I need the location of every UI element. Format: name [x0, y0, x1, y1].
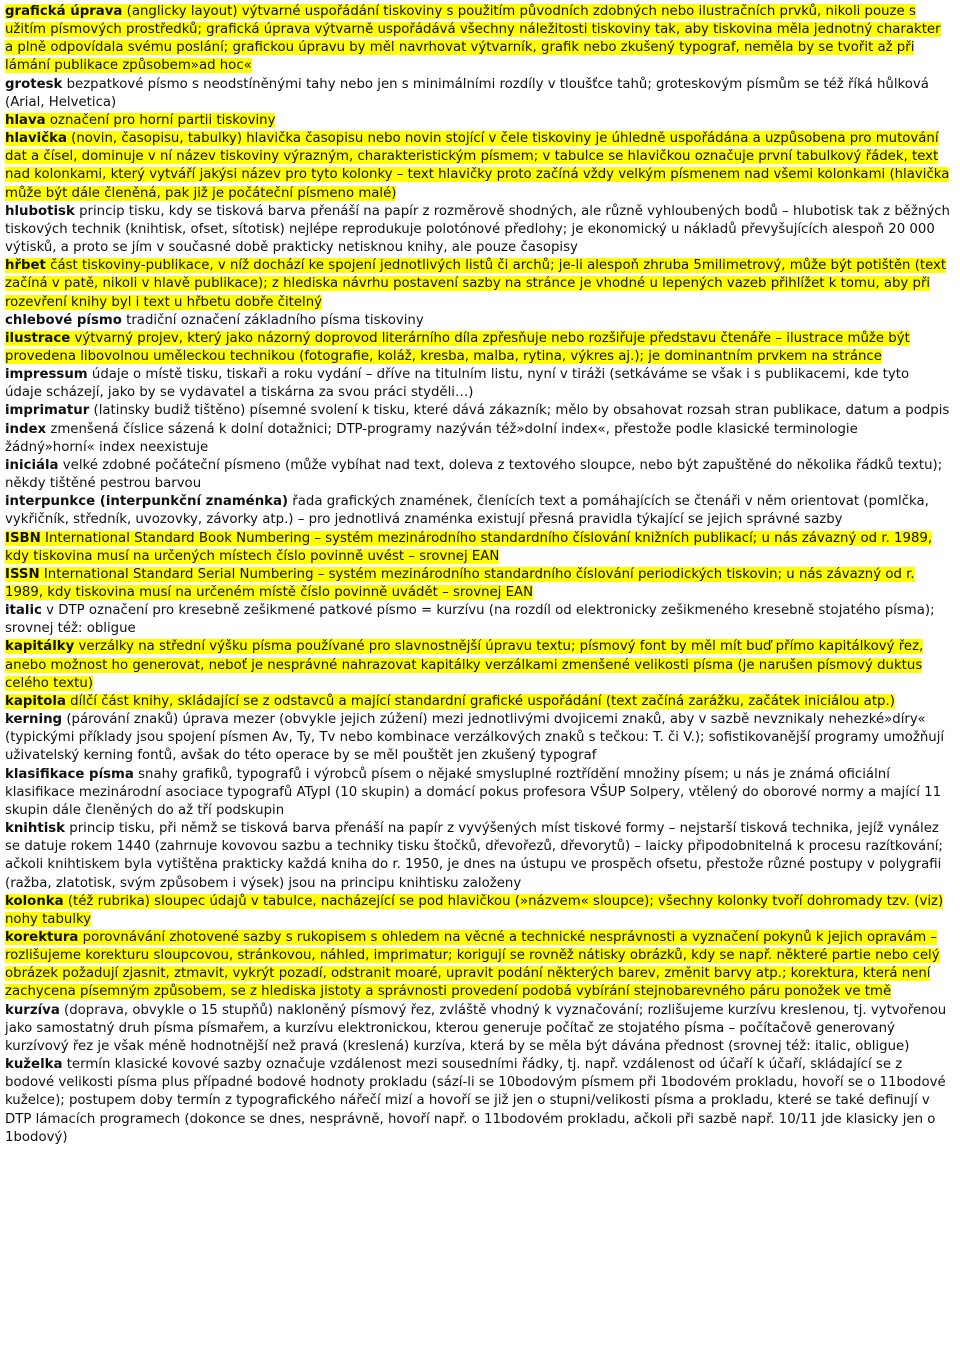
term: korektura: [5, 929, 79, 945]
definition: International Standard Serial Numbering – systém mezinárodního standardního číslování periodických tiskovin; u nás závazný od r. 1989, kdy tiskovina musí na určeném místě číslo povinně uvádět – srovnej EAN: [5, 566, 915, 600]
definition: dílčí část knihy, skládající se z odstavců a mající standardní grafické uspořádání (text začíná zarážku, začátek iniciálou atp.): [70, 693, 895, 709]
entry-isbn: [5, 530, 950, 566]
definition: velké zdobné počáteční písmeno (může vybíhat nad text, doleva z textového sloupce, nebo být zapuštěné do několika řádků textu); někdy tištěné pestrou barvou: [5, 457, 943, 492]
definition: princip tisku, kdy se tisková barva přenáší na papír z rozměrově shodných, ale různě vyhloubených bodů – hlubotisk tak z běžných tiskových technik (knihtisk, ofset, sítotisk) nejlépe reprodukuje polotónové předlohy; je ekonomický u nákladů převyšujících alespoň 20 000 výtisků, a proto se jím v současné době prakticky netisknou knihy, ale pouze časopisy: [5, 203, 950, 256]
term: iniciála: [5, 457, 59, 473]
entry-interpunkce: [5, 493, 950, 529]
definition: (též rubrika) sloupec údajů v tabulce, nacházející se pod hlavičkou (»názvem« sloupce); všechny kolonky tvoří dohromady tzv. (viz) nohy tabulky: [5, 893, 944, 927]
entry-hlava: [5, 112, 950, 130]
definition: snahy grafiků, typografů i výrobců písem o nějaké smysluplné roztřídění množiny písem; u nás je známá oficiální klasifikace mezinárodní asociace typografů ATypI (10 skupin) a domácí pokus profesora VŠUP Solpery, vtělený do oborové normy a mající 11 skupin dále členěných do až tří podskupin: [5, 766, 942, 818]
term: interpunkce (interpunkční znaménka): [5, 494, 289, 510]
entry-hlavicka: [5, 130, 950, 203]
entry-hrbet: [5, 257, 950, 311]
definition: řada grafických znamének, členících text a pomáhajících se čtenáři v něm orientovat (pomlčka, vykřičník, středník, uvozovky, závorky atp.) – pro jednotlivá znaménka existují přesná pravidla týkající se jejich správné sazby: [5, 494, 929, 528]
term: ISBN: [5, 530, 41, 546]
definition: verzálky na střední výšku písma používané pro slavnostnější úpravu textu; písmový font by měl mít buď přímo kapitálkový řez, anebo možnost ho generovat, neboť je nesprávné nahrazovat kapitálky verzálkami zmenšené velikosti písma (je narušen písmový duktus celého textu): [5, 639, 924, 691]
entry-kapitalky: [5, 638, 950, 692]
definition: (novin, časopisu, tabulky) hlavička časopisu nebo novin stojící v čele tiskoviny je úhledně uspořádána a uzpůsobena pro mutování dat a čísel, dominuje v ní název tiskoviny výrazným, charakteristickým písmem; v tabulce se hlavičkou označuje první tabulkový řádek, text nad kolonkami, který vytváří jakýsi název pro tyto kolonky – text hlavičky proto začíná vždy velkým písmenem nad všemi kolonkami (hlavička může být dále členěná, pak již je počáteční písmeno malé): [5, 131, 950, 201]
entry-inicala: [5, 457, 950, 493]
term: kuželka: [5, 1057, 63, 1073]
term: kerning: [5, 712, 63, 728]
definition: bezpatkové písmo s neodstíněnými tahy nebo jen s minimálními rozdíly v tloušťce tahů; groteskovým písmům se též říká hůlková (Arial, Helvetica): [5, 76, 929, 110]
definition: (doprava, obvykle o 15 stupňů) nakloněný písmový řez, zvláště vhodný k vyznačování; rozlišujeme kurzívu kreslenou, tj. vytvořenou jako samostatný druh písma písmařem, a kurzívu elektronickou, kterou generuje počítač ze stojatého písma – počítačově generovaný kurzívový řez je však méně hodnotnější než pravá (kreslená) kurzíva, která by se měla být dávána přednost (srovnej též: italic, obligue): [5, 1002, 947, 1054]
term: kolonka: [5, 893, 64, 909]
entry-italic: [5, 602, 950, 638]
entry-kurziva: [5, 1002, 950, 1056]
definition: termín klasické kovové sazby označuje vzdálenost mezi sousedními řádky, tj. např. vzdálenost od účaří k účaří, skládající se z bodové velikosti písma plus případné bodové hodnoty prokladu (sází-li se 10bodovým písmem při 1bodovém prokladu, hovoří se o 11bodové kuželce); postupem doby termín z typografického nářečí mizí a hovoří se již jen o stupni/velikosti písma a prokladu, které se také definují v DTP lámacích programech (dokonce se dnes, nesprávně, hovoří např. o 11bodovém prokladu, ačkoli při sazbě např. 10/11 jde klasicky jen o 1bodový): [5, 1057, 946, 1145]
term: hlavička: [5, 131, 67, 147]
term: hlava: [5, 112, 46, 128]
term: ISSN: [5, 566, 40, 582]
entry-klasifikace-pisma: [5, 766, 950, 820]
definition: International Standard Book Numbering – systém mezinárodního standardního číslování knižních publikací; u nás závazný od r. 1989, kdy tiskovina musí na určených místech číslo povinně uvést – srovnej EAN: [5, 530, 933, 564]
term: impressum: [5, 367, 88, 383]
entry-knihtisk: [5, 820, 950, 893]
definition: údaje o místě tisku, tiskaři a roku vydání – dříve na titulním listu, nyní v tiráži (setkáváme se však i s publikacemi, kde tyto údaje scházejí, jako by se vydavatel a tiskárna za svou práci styděli…): [5, 367, 910, 401]
definition: (latinsky budiž tištěno) písemné svolení k tisku, které dává zákazník; mělo by obsahovat rozsah stran publikace, datum a podpis: [93, 403, 950, 419]
entry-ilustrace: [5, 330, 950, 366]
entry-impressum: [5, 366, 950, 402]
entry-kapitola: [5, 693, 950, 711]
term: index: [5, 421, 47, 437]
entry-imprimatur: [5, 402, 950, 420]
entry-kuzelka: [5, 1056, 950, 1147]
definition: tradiční označení základního písma tiskoviny: [126, 312, 424, 328]
entry-kolonka: [5, 893, 950, 929]
definition: označení pro horní partii tiskoviny: [49, 112, 276, 128]
term: kapitálky: [5, 639, 75, 655]
term: hlubotisk: [5, 203, 75, 219]
entry-kerning: [5, 711, 950, 765]
definition: zmenšená číslice sázená k dolní dotažnici; DTP-programy nazýván též»dolní index«, přestože podle klasické terminologie žádný»horní« index neexistuje: [5, 421, 858, 455]
term: imprimatur: [5, 403, 90, 419]
term: chlebové písmo: [5, 312, 122, 328]
entry-hlubotisk: [5, 203, 950, 257]
definition: výtvarný projev, který jako názorný doprovod literárního díla zpřesňuje nebo rozšiřuje představu čtenáře – ilustrace může být provedena libovolnou uměleckou technikou (fotografie, koláž, kresba, malba, rytina, výkres aj.); je dominantním prvkem na stránce: [5, 330, 910, 364]
term: kurzíva: [5, 1002, 60, 1018]
term: grotesk: [5, 76, 63, 92]
term: grafická úprava: [5, 4, 123, 19]
definition: princip tisku, při němž se tisková barva přenáší na papír z vyvýšených míst tiskové formy – nejstarší tisková technika, jejíž vynález se datuje rokem 1440 (zahrnuje kovovou sazbu a techniky tisku štočků, dřevořezů, dřevorytů) – laicky připodobnitelná k procesu razítkování; ačkoli knihtiskem byla vytištěna prakticky každá kniha do r. 1950, je dnes na ústupu ve prospěch ofsetu, přestože různé postupy v polygrafii (ražba, zlatotisk, svým způsobem i výsek) jsou na principu knihtisku založeny: [5, 821, 943, 891]
term: hřbet: [5, 258, 46, 274]
entry-chlebove-pismo: [5, 312, 950, 330]
entry-graficka-uprava: [5, 3, 950, 76]
term: klasifikace písma: [5, 766, 134, 782]
term: ilustrace: [5, 330, 71, 346]
entry-index: [5, 421, 950, 457]
term: knihtisk: [5, 821, 66, 837]
entry-korektura: [5, 929, 950, 1002]
definition: v DTP označení pro kresebně zešikmené patkové písmo = kurzívu (na rozdíl od elektronicky zešikmeného kresebně stojatého písma); srovnej též: obligue: [5, 603, 935, 637]
term: italic: [5, 603, 42, 619]
definition: (anglicky layout) výtvarné uspořádání tiskoviny s použitím původních zdobných nebo ilustračních prvků, nikoli pouze s užitím písmových prostředků; grafická úprava výtvarně uspořádává všechny náležitosti tiskoviny tak, aby tiskovina měla jednotný charakter a plně odpovídala svému poslání; grafickou úpravu by měl navrhovat výtvarník, grafik nebo zkušený typograf, neměla by se tvořit až při lámání publikace způsobem»ad hoc«: [5, 4, 941, 74]
definition: (párování znaků) úprava mezer (obvykle jejich zúžení) mezi jednotlivými dvojicemi znaků, aby v sazbě nevznikaly nehezké»díry« (typickými příklady jsou spojení písmen Av, Ty, Tv nebo kombinace verzálkových znaků s tečkou: T. či V.); sofistikovanější programy umožňují uživatelský kerning fontů, avšak do této operace by se měl pouštět jen zkušený typograf: [5, 712, 945, 764]
definition: porovnávání zhotovené sazby s rukopisem s ohledem na věcné a technické nesprávnosti a vyznačení pokynů k jejich opravám – rozlišujeme korekturu sloupcovou, stránkovou, náhled, imprimatur; korigují se rovněž nátisky obrázků, kdy se např. některé partie nebo celý obrázek požadují zjasnit, ztmavit, vykrýt pozadí, odstranit moaré, upravit podání některých barev, změnit barvy atp.; korektura, která není zachycena písemným způsobem, se z hlediska jistoty a správnosti provedení podobá vybírání stejnobarevného páru ponožek ve tmě: [5, 929, 940, 1000]
definition: část tiskoviny-publikace, v níž dochází ke spojení jednotlivých listů či archů; je-li alespoň zhruba 5milimetrový, může být potištěn (text začíná v patě, nikoli v hlavě publikace); z hlediska návrhu postavení sazby na stránce je vhodné u lepených vazeb přihlížet k tomu, aby při rozevření knihy byl i text u hřbetu dobře čitelný: [5, 258, 947, 310]
entry-grotesk: [5, 76, 950, 112]
term: kapitola: [5, 693, 66, 709]
entry-issn: [5, 566, 950, 602]
